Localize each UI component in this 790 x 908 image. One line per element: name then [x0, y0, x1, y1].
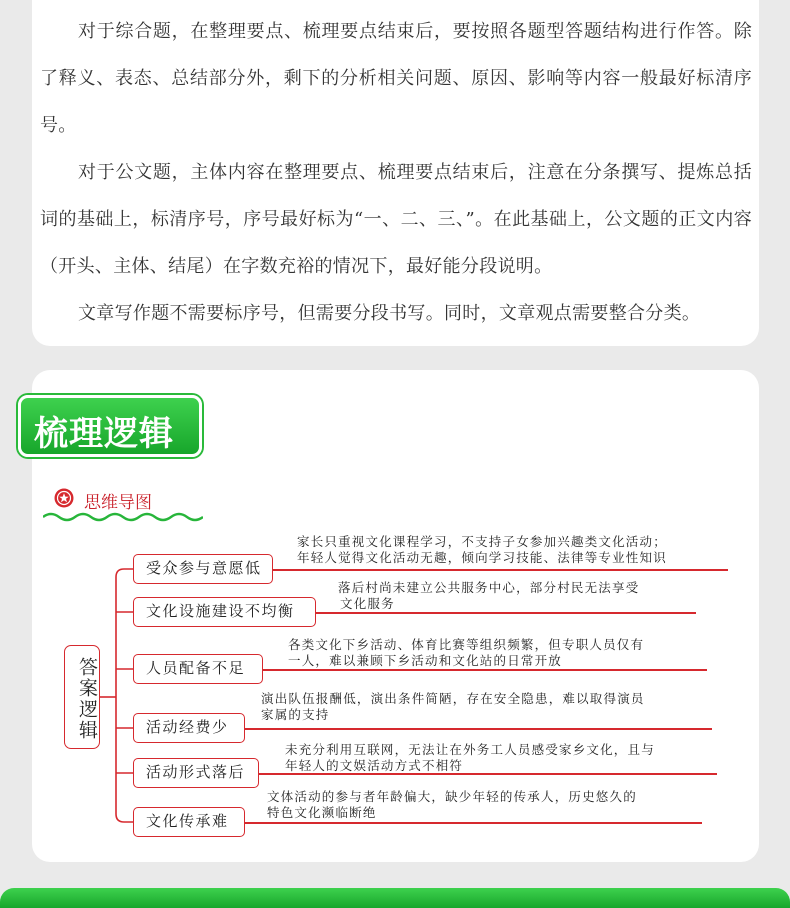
- branch-underline: [273, 569, 728, 571]
- intro-paragraph-3: 文章写作题不需要标序号，但需要分段书写。同时，文章观点需要整合分类。: [78, 303, 701, 324]
- mindmap-label: 思维导图: [84, 493, 152, 513]
- branch-outdated-format: 活动形式落后: [133, 758, 259, 788]
- branch-note-2: [338, 580, 639, 612]
- note-line: 文体活动的参与者年龄偏大，缺少年轻的传承人，历史悠久的: [267, 789, 637, 804]
- branch-heritage-difficulty: 文化传承难: [133, 807, 245, 837]
- note-line: 一人，难以兼顾下乡活动和文化站的日常开放: [288, 653, 563, 668]
- note-line: 落后村尚未建立公共服务中心，部分村民无法享受: [338, 580, 640, 595]
- branch-underline: [245, 728, 712, 730]
- note-line: 家属的支持: [261, 707, 330, 722]
- intro-paragraph-2: 对于公文题，主体内容在整理要点、梳理要点结束后，注意在分条撰写、提炼总括词的基础上，标清序号，序号最好标为“一、二、三、”。在此基础上，公文题的正文内容（开头、主体、结尾）在字数充裕的情况下，最好能分段说明。: [40, 162, 752, 277]
- note-line: 年轻人觉得文化活动无趣，倾向学习技能、法律等专业性知识: [297, 550, 667, 565]
- note-line: 演出队伍报酬低，演出条件简陋，存在安全隐患，难以取得演员: [261, 691, 645, 706]
- next-section-banner-edge: [0, 888, 790, 908]
- note-line: 年轻人的文娱活动方式不相符: [285, 758, 464, 773]
- note-line: 特色文化濒临断绝: [267, 805, 377, 820]
- intro-paragraph-1: 对于综合题，在整理要点、梳理要点结束后，要按照各题型答题结构进行作答。除了释义、表态、总结部分外，剩下的分析相关问题、原因、影响等内容一般最好标清序号。: [40, 21, 752, 136]
- section-title: 梳理逻辑: [34, 414, 174, 454]
- branch-note-3: [288, 637, 644, 669]
- branch-underline: [316, 612, 696, 614]
- note-line: 家长只重视文化课程学习，不支持子女参加兴趣类文化活动；: [297, 534, 667, 549]
- branch-staffing-shortage: 人员配备不足: [133, 654, 263, 684]
- note-line: 文化服务: [340, 596, 395, 611]
- mindmap-root: 答案逻辑: [64, 645, 100, 749]
- branch-underline: [263, 669, 707, 671]
- branch-facility-imbalance: 文化设施建设不均衡: [133, 597, 316, 627]
- branch-low-funding: 活动经费少: [133, 713, 245, 743]
- branch-underline: [245, 822, 702, 824]
- branch-note-1: [297, 534, 667, 566]
- branch-audience-participation: 受众参与意愿低: [133, 554, 273, 584]
- note-line: 未充分利用互联网，无法让在外务工人员感受家乡文化，且与: [285, 742, 655, 757]
- branch-note-4: [261, 691, 645, 723]
- branch-note-5: [285, 742, 655, 774]
- branch-note-6: [267, 789, 637, 821]
- note-line: 各类文化下乡活动、体育比赛等组织频繁，但专职人员仅有: [288, 637, 645, 652]
